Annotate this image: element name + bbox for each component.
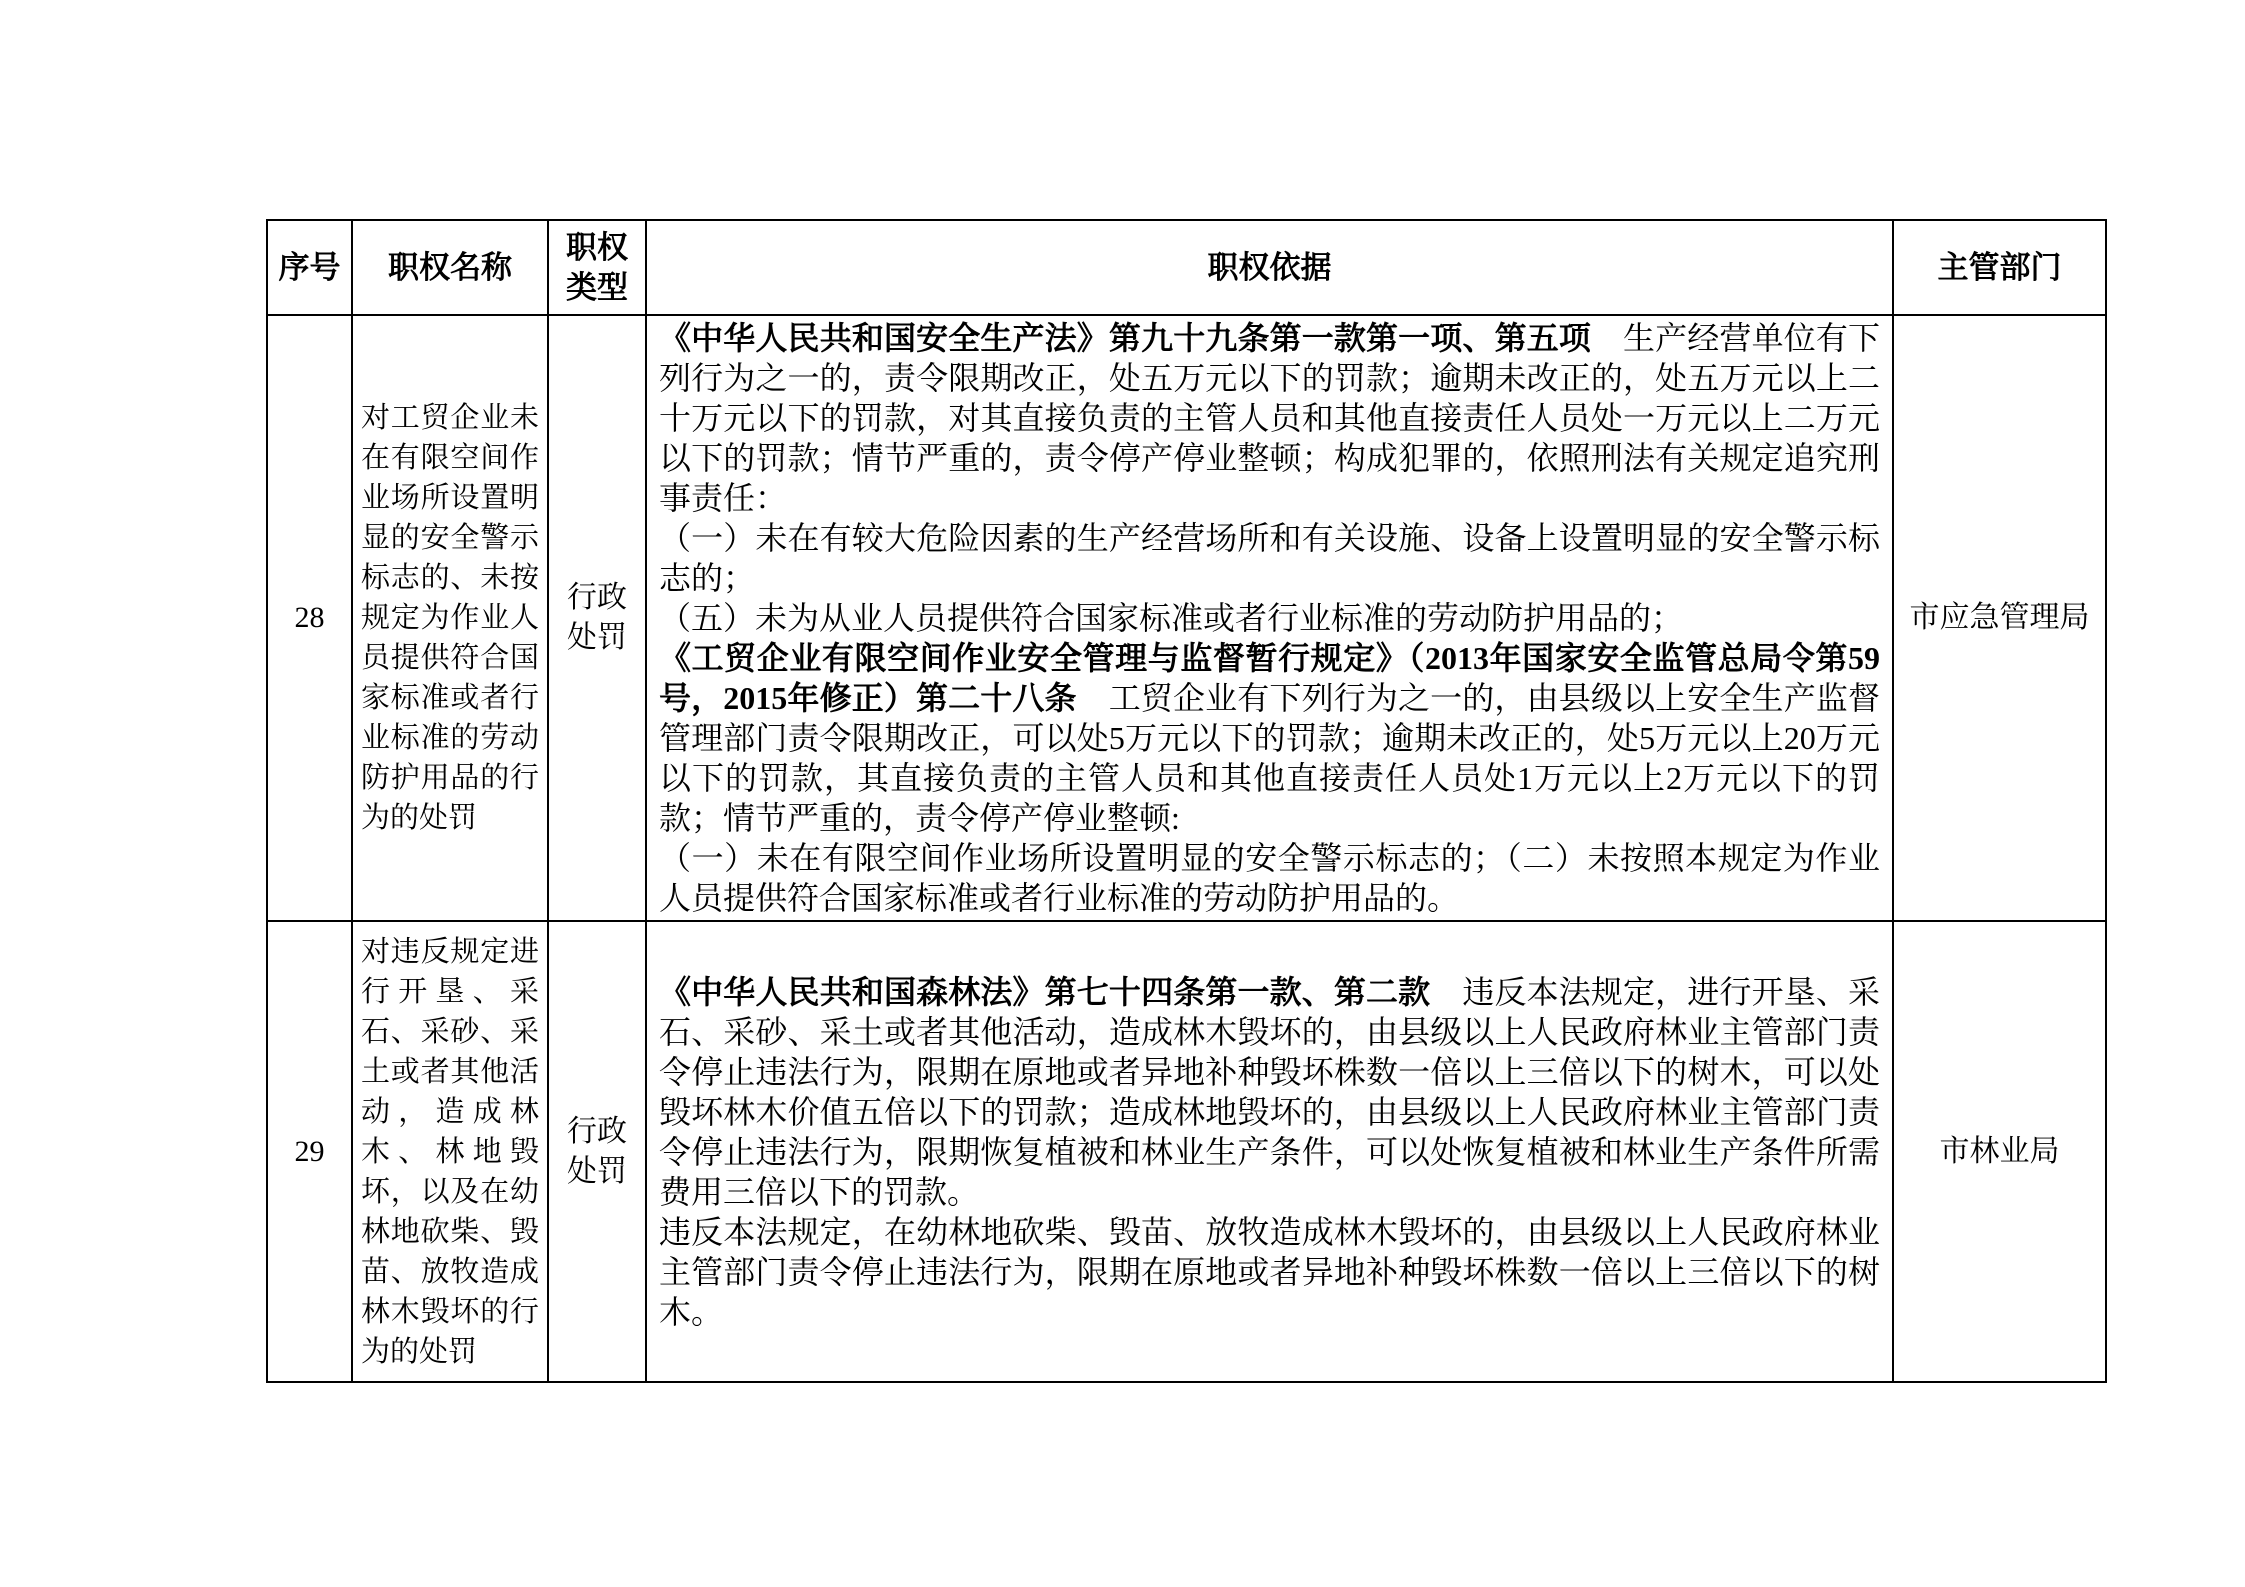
header-dept: 主管部门: [1893, 220, 2106, 315]
basis-text: （五）未为从业人员提供符合国家标准或者行业标准的劳动防护用品的；: [659, 600, 1684, 636]
row-power-type: 行政处罚: [548, 315, 646, 921]
basis-legal-citation: 《工贸企业有限空间作业安全管理与监督暂行规定》（2013年国家安全监管总局令第59号，2015年修正）第二十八条: [659, 640, 1880, 716]
basis-legal-citation: 《中华人民共和国森林法》第七十四条第一款、第二款: [659, 973, 1431, 1010]
header-index: 序号: [267, 220, 352, 315]
basis-paragraph: [659, 972, 1880, 1212]
table-row: [267, 921, 2106, 1382]
row-index: 29: [267, 921, 352, 1382]
basis-text: 工贸企业有下列行为之一的，由县级以上安全生产监督管理部门责令限期改正，可以处5万元以下的罚款；逾期未改正的，处5万元以上20万元以下的罚款，其直接负责的主管人员和其他直接责任人员处1万元以上2万元以下的罚款；情节严重的，责令停产停业整顿:: [659, 680, 1880, 836]
basis-paragraph: [659, 598, 1880, 638]
basis-paragraph: [659, 318, 1880, 518]
row-power-name: 对违反规定进行开垦、采石、采砂、采土或者其他活动，造成林木、林地毁坏，以及在幼林地砍柴、毁苗、放牧造成林木毁坏的行为的处罚: [352, 921, 548, 1382]
row-power-type: 行政处罚: [548, 921, 646, 1382]
basis-paragraph: [659, 1212, 1880, 1332]
row-department: 市应急管理局: [1893, 315, 2106, 921]
basis-text: 违反本法规定，在幼林地砍柴、毁苗、放牧造成林木毁坏的，由县级以上人民政府林业主管部门责令停止违法行为，限期在原地或者异地补种毁坏株数一倍以上三倍以下的树木。: [659, 1213, 1880, 1330]
basis-paragraph: [659, 838, 1880, 918]
header-type: 职权类型: [548, 220, 646, 315]
row-power-name: 对工贸企业未在有限空间作业场所设置明显的安全警示标志的、未按规定为作业人员提供符合国家标准或者行业标准的劳动防护用品的行为的处罚: [352, 315, 548, 921]
basis-text: 违反本法规定，进行开垦、采石、采砂、采土或者其他活动，造成林木毁坏的，由县级以上人民政府林业主管部门责令停止违法行为，限期在原地或者异地补种毁坏株数一倍以上三倍以下的树木，可以处毁坏林木价值五倍以下的罚款；造成林地毁坏的，由县级以上人民政府林业主管部门责令停止违法行为，限期恢复植被和林业生产条件，可以处恢复植被和林业生产条件所需费用三倍以下的罚款。: [659, 973, 1880, 1210]
basis-text: （一）未在有限空间作业场所设置明显的安全警示标志的；（二）未按照本规定为作业人员提供符合国家标准或者行业标准的劳动防护用品的。: [659, 840, 1880, 916]
basis-text: 生产经营单位有下列行为之一的，责令限期改正，处五万元以下的罚款；逾期未改正的，处五万元以上二十万元以下的罚款，对其直接负责的主管人员和其他直接责任人员处一万元以上二万元以下的罚款；情节严重的，责令停产停业整顿；构成犯罪的，依照刑法有关规定追究刑事责任：: [659, 320, 1880, 516]
basis-paragraph: [659, 638, 1880, 838]
table-row: [267, 315, 2106, 921]
basis-text: （一）未在有较大危险因素的生产经营场所和有关设施、设备上设置明显的安全警示标志的；: [659, 520, 1880, 596]
table-header-row: [267, 220, 2106, 315]
row-power-basis: [646, 315, 1893, 921]
header-name: 职权名称: [352, 220, 548, 315]
row-department: 市林业局: [1893, 921, 2106, 1382]
basis-legal-citation: 《中华人民共和国安全生产法》第九十九条第一款第一项、第五项: [659, 320, 1592, 356]
header-basis: 职权依据: [646, 220, 1893, 315]
row-power-basis: [646, 921, 1893, 1382]
basis-paragraph: [659, 518, 1880, 598]
row-index: 28: [267, 315, 352, 921]
powers-table: [266, 219, 2107, 1383]
